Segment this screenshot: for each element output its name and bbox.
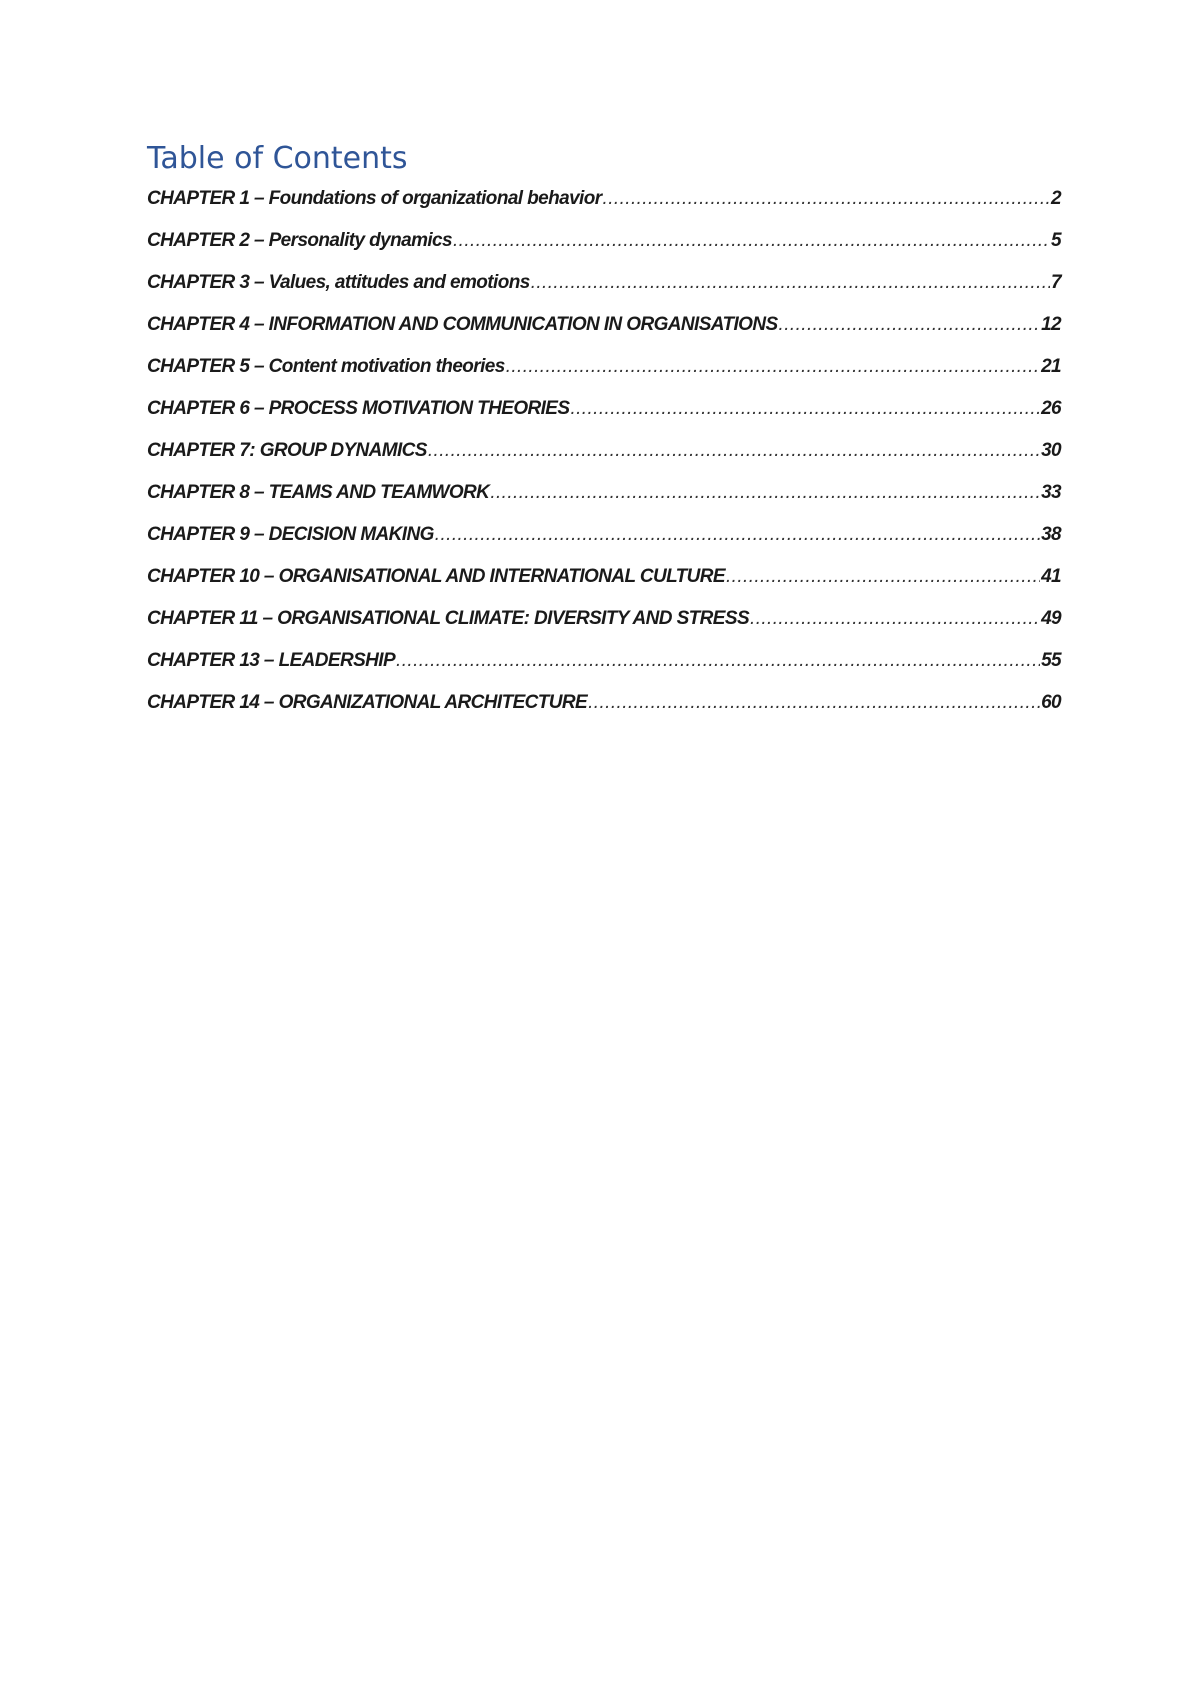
toc-entry-label: CHAPTER 11 – ORGANISATIONAL CLIMATE: DIVERSITY AND STRESS bbox=[147, 608, 750, 629]
toc-entry-label: CHAPTER 1 – Foundations of organizational behavior bbox=[147, 188, 602, 209]
toc-dot-leader bbox=[453, 230, 1050, 252]
toc-dot-leader bbox=[726, 566, 1040, 588]
toc-entry-chapter-6[interactable] bbox=[147, 398, 1061, 440]
toc-entry-label: CHAPTER 10 – ORGANISATIONAL AND INTERNATIONAL CULTURE bbox=[147, 566, 725, 587]
toc-entry-label: CHAPTER 9 – DECISION MAKING bbox=[147, 524, 434, 545]
toc-entry-chapter-10[interactable] bbox=[147, 566, 1061, 608]
toc-entry-label: CHAPTER 8 – TEAMS AND TEAMWORK bbox=[147, 482, 490, 503]
toc-entry-label: CHAPTER 13 – LEADERSHIP bbox=[147, 650, 396, 671]
toc-entry-page: 5 bbox=[1051, 230, 1061, 251]
toc-entry-page: 49 bbox=[1041, 608, 1061, 629]
toc-entry-page: 55 bbox=[1041, 650, 1061, 671]
toc-dot-leader bbox=[490, 482, 1040, 504]
toc-entry-page: 41 bbox=[1041, 566, 1061, 587]
toc-entry-page: 21 bbox=[1041, 356, 1061, 377]
toc-entry-label: CHAPTER 14 – ORGANIZATIONAL ARCHITECTURE bbox=[147, 692, 588, 713]
toc-entry-label: CHAPTER 3 – Values, attitudes and emotions bbox=[147, 272, 530, 293]
toc-entry-chapter-14[interactable] bbox=[147, 692, 1061, 734]
toc-entry-page: 30 bbox=[1041, 440, 1061, 461]
toc-entry-label: CHAPTER 2 – Personality dynamics bbox=[147, 230, 452, 251]
toc-entry-label: CHAPTER 4 – INFORMATION AND COMMUNICATION IN ORGANISATIONS bbox=[147, 314, 778, 335]
toc-entry-chapter-4[interactable] bbox=[147, 314, 1061, 356]
toc-entry-label: CHAPTER 5 – Content motivation theories bbox=[147, 356, 505, 377]
toc-dot-leader bbox=[506, 356, 1040, 378]
toc-dot-leader bbox=[779, 314, 1041, 336]
toc-entry-page: 7 bbox=[1051, 272, 1061, 293]
toc-title: Table of Contents bbox=[147, 141, 408, 176]
toc-dot-leader bbox=[435, 524, 1040, 546]
toc-entry-page: 26 bbox=[1041, 398, 1061, 419]
toc-dot-leader bbox=[570, 398, 1040, 420]
toc-entry-chapter-11[interactable] bbox=[147, 608, 1061, 650]
toc-list bbox=[147, 188, 1061, 734]
toc-entry-chapter-1[interactable] bbox=[147, 188, 1061, 230]
toc-entry-chapter-2[interactable] bbox=[147, 230, 1061, 272]
toc-dot-leader bbox=[531, 272, 1050, 294]
toc-entry-chapter-5[interactable] bbox=[147, 356, 1061, 398]
toc-dot-leader bbox=[603, 188, 1050, 210]
toc-dot-leader bbox=[750, 608, 1040, 630]
toc-entry-page: 38 bbox=[1041, 524, 1061, 545]
toc-entry-chapter-13[interactable] bbox=[147, 650, 1061, 692]
toc-entry-chapter-9[interactable] bbox=[147, 524, 1061, 566]
toc-entry-page: 33 bbox=[1041, 482, 1061, 503]
toc-entry-chapter-8[interactable] bbox=[147, 482, 1061, 524]
toc-entry-label: CHAPTER 7: GROUP DYNAMICS bbox=[147, 440, 427, 461]
toc-entry-page: 2 bbox=[1051, 188, 1061, 209]
toc-entry-page: 60 bbox=[1041, 692, 1061, 713]
toc-entry-label: CHAPTER 6 – PROCESS MOTIVATION THEORIES bbox=[147, 398, 570, 419]
toc-dot-leader bbox=[588, 692, 1040, 714]
toc-entry-chapter-7[interactable] bbox=[147, 440, 1061, 482]
toc-entry-page: 12 bbox=[1041, 314, 1061, 335]
table-of-contents bbox=[147, 140, 1061, 734]
toc-dot-leader bbox=[396, 650, 1040, 672]
toc-dot-leader bbox=[428, 440, 1040, 462]
toc-entry-chapter-3[interactable] bbox=[147, 272, 1061, 314]
